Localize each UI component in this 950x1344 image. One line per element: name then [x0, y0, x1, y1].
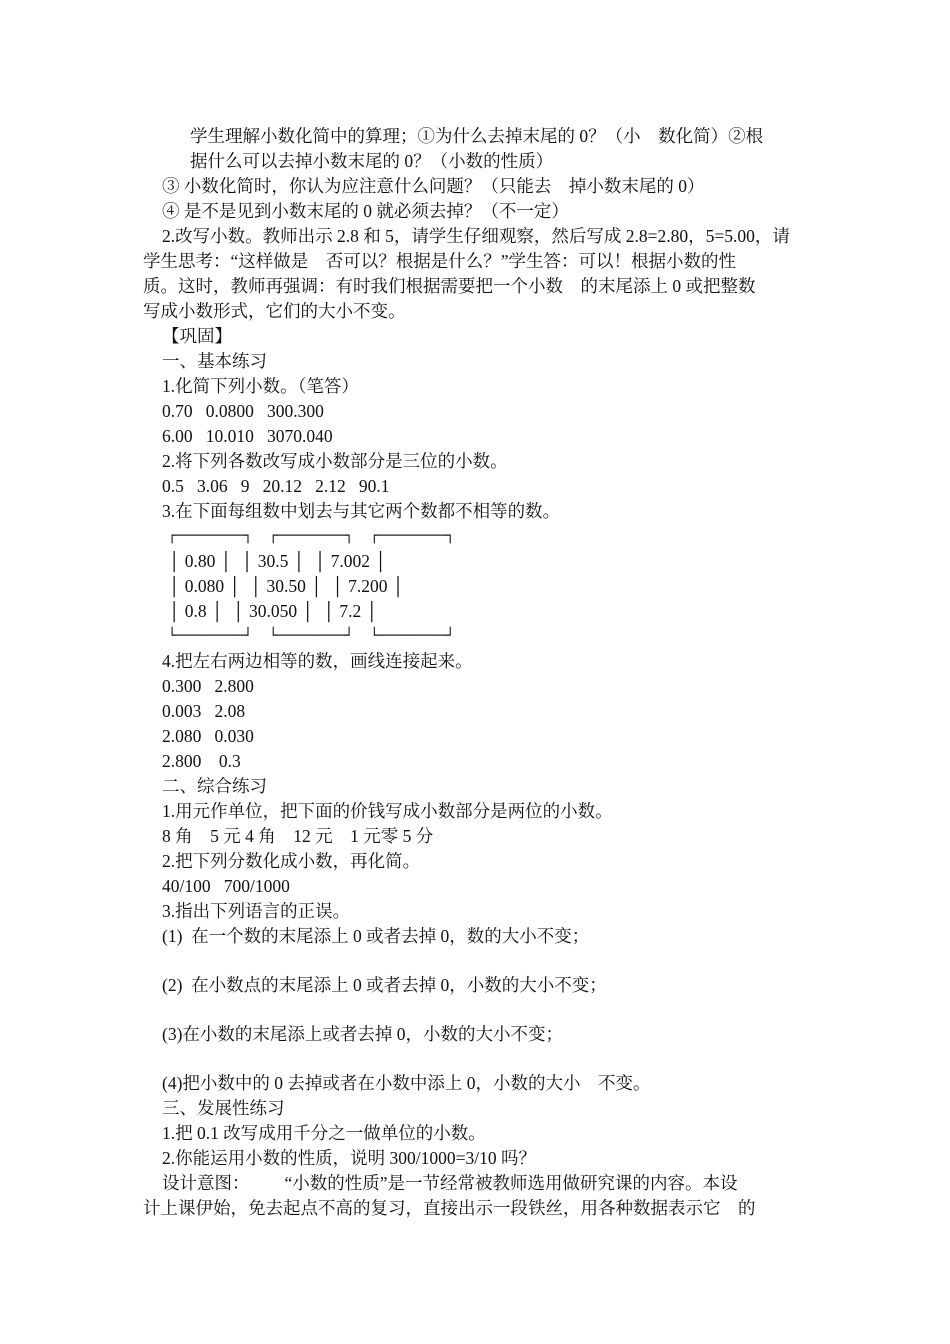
text-line: 40/100 700/1000	[162, 876, 290, 896]
text-line: 2.你能运用小数的性质，说明 300/1000=3/10 吗？	[162, 1148, 536, 1168]
text-line: (4)把小数中的 0 去掉或者在小数中添上 0，小数的大小 不变。	[162, 1073, 651, 1093]
text-line: 2.把下列分数化成小数，再化简。	[162, 851, 421, 871]
text-line: (2) 在小数点的末尾添上 0 或者去掉 0，小数的大小不变；	[162, 975, 607, 995]
text-line: 2.将下列各数改写成小数部分是三位的小数。	[162, 451, 508, 471]
text-line: 1.把 0.1 改写成用千分之一做单位的小数。	[162, 1123, 486, 1143]
text-line: 2.改写小数。教师出示 2.8 和 5，请学生仔细观察，然后写成 2.8=2.80，5=5.00，请	[162, 226, 790, 246]
box-row: │ 0.80 │ │ 30.5 │ │ 7.002 │	[168, 551, 387, 571]
box-row: │ 0.8 │ │ 30.050 │ │ 7.2 │	[168, 601, 379, 621]
text-line: 0.003 2.08	[162, 701, 246, 721]
text-line: 4.把左右两边相等的数，画线连接起来。	[162, 651, 473, 671]
text-line: 0.300 2.800	[162, 676, 254, 696]
text-line: 学生理解小数化简中的算理；①为什么去掉末尾的 0？（小 数化简）②根	[190, 126, 764, 146]
text-line: 据什么可以去掉小数末尾的 0？（小数的性质）	[190, 151, 554, 171]
text-line: 0.70 0.0800 300.300	[162, 401, 324, 421]
text-line: 6.00 10.010 3070.040	[162, 426, 333, 446]
section-heading: 三、发展性练习	[162, 1098, 285, 1118]
text-line: 写成小数形式，它们的大小不变。	[143, 301, 406, 321]
section-heading: 【巩固】	[162, 326, 232, 346]
text-line: 8 角 5 元 4 角 12 元 1 元零 5 分	[162, 826, 434, 846]
text-line: 2.080 0.030	[162, 726, 254, 746]
text-line: ④ 是不是见到小数末尾的 0 就必须去掉？（不一定）	[162, 201, 569, 221]
text-line: 1.用元作单位，把下面的价钱写成小数部分是两位的小数。	[162, 801, 613, 821]
section-heading: 一、基本练习	[162, 351, 267, 371]
text-line: 质。这时，教师再强调：有时我们根据需要把一个小数 的末尾添上 0 或把整数	[143, 276, 756, 296]
text-line: 3.在下面每组数中划去与其它两个数都不相等的数。	[162, 501, 561, 521]
text-line: 学生思考：“这样做是 否可以？根据是什么？”学生答：可以！根据小数的性	[143, 251, 737, 271]
text-line: 3.指出下列语言的正误。	[162, 901, 351, 921]
section-heading: 二、综合练习	[162, 776, 267, 796]
text-line: (1) 在一个数的末尾添上 0 或者去掉 0，数的大小不变；	[162, 926, 590, 946]
text-line: 2.800 0.3	[162, 751, 241, 771]
box-row: │ 0.080 │ │ 30.50 │ │ 7.200 │	[168, 576, 405, 596]
box-top-border: ┌────────┐ ┌────────┐ ┌────────┐	[168, 528, 455, 544]
text-line: ③ 小数化简时，你认为应注意什么问题？（只能去 掉小数末尾的 0）	[162, 176, 705, 196]
text-line: 计上课伊始，免去起点不高的复习，直接出示一段铁丝，用各种数据表示它 的	[143, 1198, 756, 1218]
text-line: 设计意图： “小数的性质”是一节经常被教师选用做研究课的内容。本设	[162, 1173, 738, 1193]
text-line: 1.化简下列小数。（笔答）	[162, 376, 359, 396]
text-line: (3)在小数的末尾添上或者去掉 0，小数的大小不变；	[162, 1024, 564, 1044]
box-bottom-border: └────────┘ └────────┘ └────────┘	[168, 628, 455, 644]
text-line: 0.5 3.06 9 20.12 2.12 90.1	[162, 476, 390, 496]
